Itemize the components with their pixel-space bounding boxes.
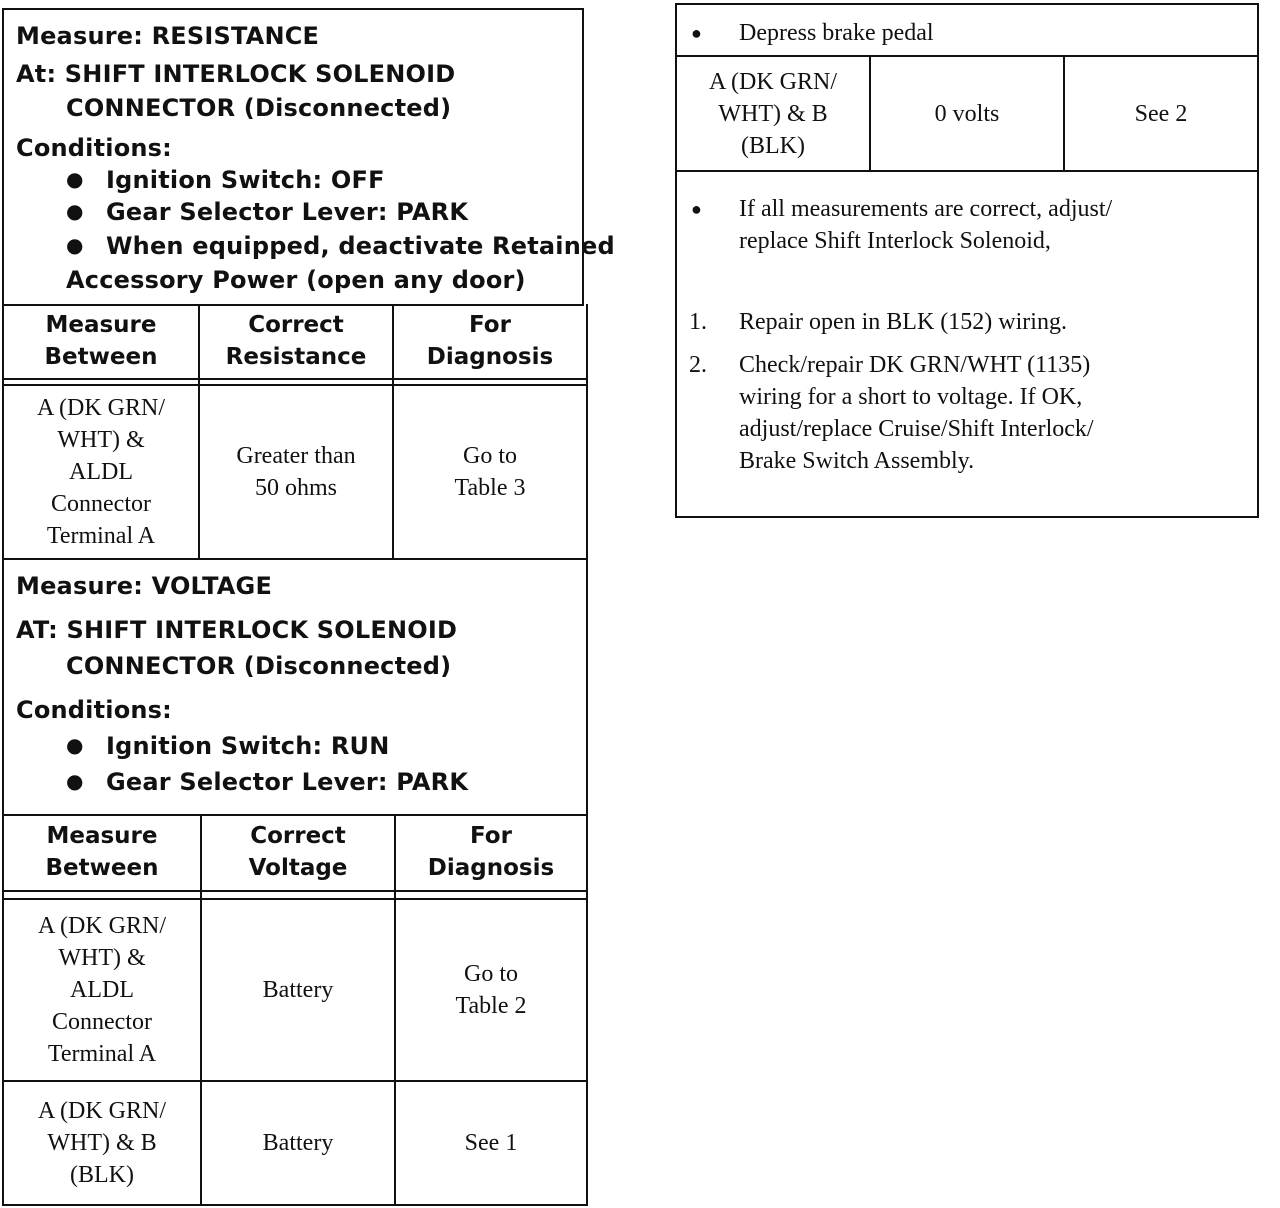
voltage-at-line2: CONNECTOR (Disconnected) <box>66 652 452 680</box>
resistance-condition-2: ● Gear Selector Lever: PARK <box>66 198 468 226</box>
resistance-condition-3-cont: Accessory Power (open any door) <box>66 266 526 294</box>
voltage-conditions-label: Conditions: <box>16 696 172 724</box>
resistance-row-correct: Greater than 50 ohms <box>236 443 356 501</box>
voltage-row2-correct: Battery <box>262 1130 334 1156</box>
resistance-condition-3: ● When equipped, deactivate Retained <box>66 232 615 260</box>
brake-pedal-panel <box>675 3 1259 518</box>
resistance-header-correct: Correct Resistance <box>225 312 367 370</box>
voltage-row1-between: A (DK GRN/ WHT) & ALDL Connector Terminal A <box>37 913 166 1067</box>
brake-pedal-condition: ● Depress brake pedal <box>739 17 934 49</box>
voltage-row2-diagnosis: See 1 <box>464 1130 518 1156</box>
voltage-header-diagnosis: For Diagnosis <box>427 823 555 881</box>
resistance-condition-1: ● Ignition Switch: OFF <box>66 166 385 194</box>
step-1-number: 1. <box>689 309 707 335</box>
resistance-row-diagnosis: Go to Table 3 <box>454 443 526 501</box>
brake-row-between: A (DK GRN/ WHT) & B (BLK) <box>708 68 837 159</box>
voltage-header-correct: Correct Voltage <box>248 823 348 881</box>
resistance-conditions-box <box>2 8 615 306</box>
step-2-number: 2. <box>689 352 707 378</box>
voltage-condition-2: ● Gear Selector Lever: PARK <box>66 768 468 796</box>
brake-row-diagnosis: See 2 <box>1134 100 1188 127</box>
voltage-row1-correct: Battery <box>262 977 334 1003</box>
resistance-table <box>2 304 588 560</box>
brake-row-correct: 0 volts <box>934 100 1000 127</box>
voltage-conditions-box <box>2 558 588 816</box>
voltage-measure-title: Measure: VOLTAGE <box>16 572 273 600</box>
voltage-condition-1: ● Ignition Switch: RUN <box>66 732 390 760</box>
resistance-header-diagnosis: For Diagnosis <box>426 312 554 370</box>
voltage-table <box>2 814 588 1206</box>
voltage-at-line1: AT: SHIFT INTERLOCK SOLENOID <box>16 616 458 644</box>
resistance-conditions-label: Conditions: <box>16 134 172 162</box>
resistance-measure-title: Measure: RESISTANCE <box>16 22 320 50</box>
voltage-row2-between: A (DK GRN/ WHT) & B (BLK) <box>37 1098 166 1188</box>
resistance-row-between: A (DK GRN/ WHT) & ALDL Connector Terminal A <box>36 395 165 549</box>
resistance-at-line2: CONNECTOR (Disconnected) <box>66 94 452 122</box>
step-2-text: Check/repair DK GRN/WHT (1135) wiring for a short to voltage. If OK, adjust/replace Cruise/Shift Interlock/ Brake Switch Assembly. <box>739 352 1094 474</box>
step-1-text: Repair open in BLK (152) wiring. <box>739 309 1067 335</box>
final-note: ● If all measurements are correct, adjust/ replace Shift Interlock Solenoid, <box>739 193 1112 257</box>
resistance-header-between: Measure Between <box>44 312 158 370</box>
resistance-at-line1: At: SHIFT INTERLOCK SOLENOID <box>16 60 456 88</box>
voltage-row1-diagnosis: Go to Table 2 <box>455 961 527 1019</box>
voltage-header-between: Measure Between <box>45 823 159 881</box>
